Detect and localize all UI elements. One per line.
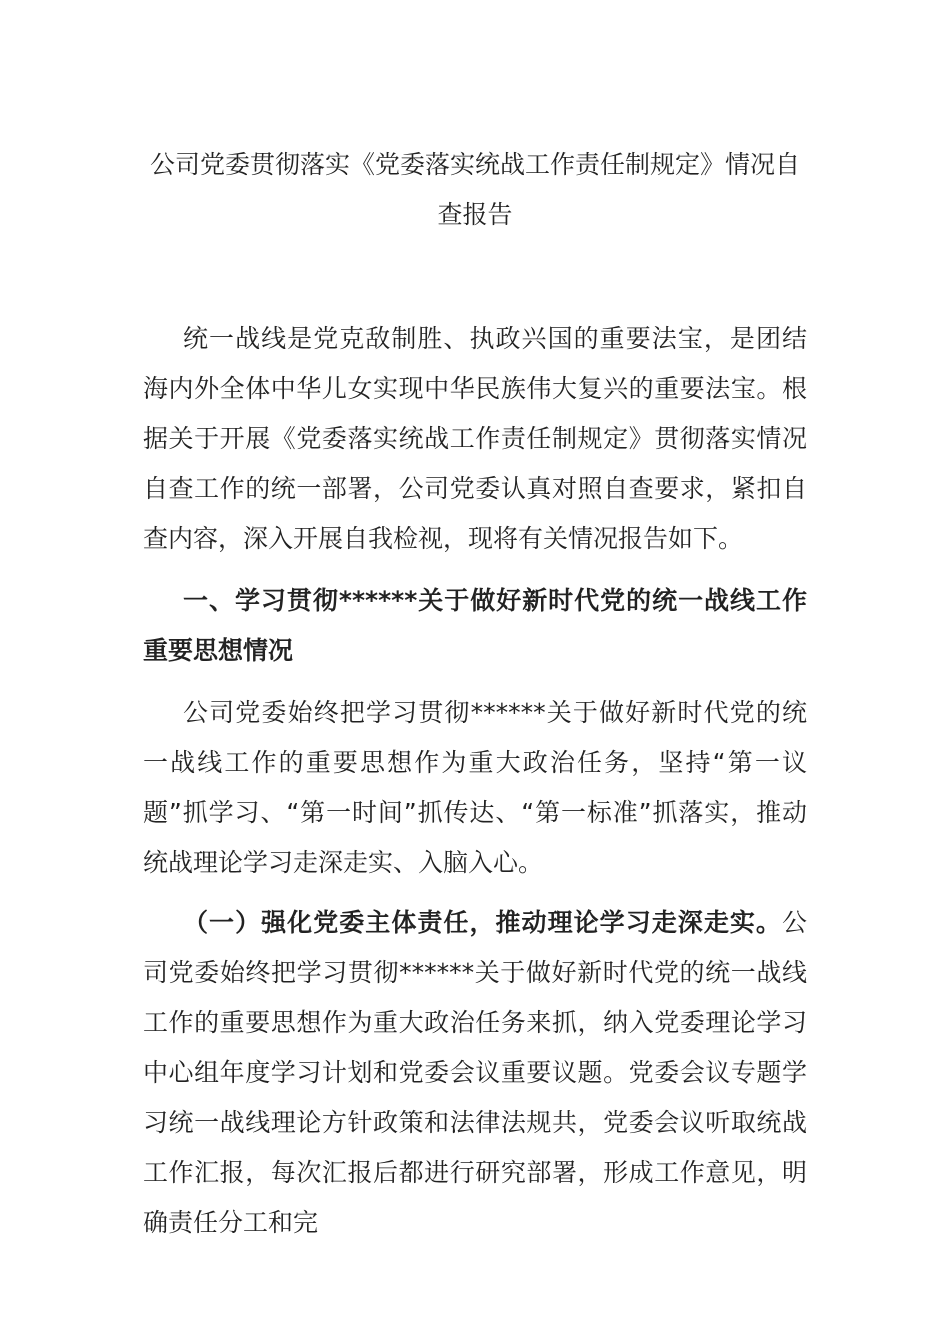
document-title: 公司党委贯彻落实《党委落实统战工作责任制规定》情况自查报告 (149, 150, 800, 229)
subsection-paragraph (143, 898, 807, 1248)
subsection-text: 公司党委始终把学习贯彻******关于做好新时代党的统一战线工作的重要思想作为重大政治任务来抓，纳入党委理论学习中心组年度学习计划和党委会议重要议题。党委会议专题学习统一战线理论方针政策和法律法规共，党委会议听取统战工作汇报，每次汇报后都进行研究部署，形成工作意见，明确责任分工和完 (143, 908, 807, 1237)
intro-paragraph: 统一战线是党克敌制胜、执政兴国的重要法宝，是团结海内外全体中华儿女实现中华民族伟大复兴的重要法宝。根据关于开展《党委落实统战工作责任制规定》贯彻落实情况自查工作的统一部署，公司党委认真对照自查要求，紧扣自查内容，深入开展自我检视，现将有关情况报告如下。 (143, 324, 807, 553)
subsection-lead: （一）强化党委主体责任，推动理论学习走深走实。 (183, 908, 782, 937)
section-heading: 一、学习贯彻******关于做好新时代党的统一战线工作重要思想情况 (143, 586, 807, 665)
section-paragraph: 公司党委始终把学习贯彻******关于做好新时代党的统一战线工作的重要思想作为重大政治任务，坚持“第一议题”抓学习、“第一时间”抓传达、“第一标准”抓落实，推动统战理论学习走深走实、入脑入心。 (143, 698, 807, 877)
